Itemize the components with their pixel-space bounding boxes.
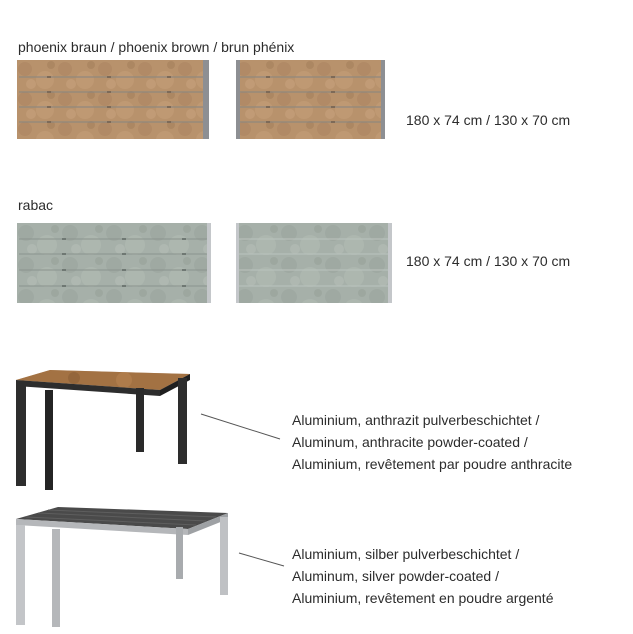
frame-description-anthracite [292, 409, 572, 475]
frame-silver-line-en: Aluminum, silver powder-coated / [292, 568, 499, 584]
swatch-phoenix-brown-small [236, 60, 385, 139]
frame-silver-line-fr: Aluminium, revêtement en poudre argenté [292, 590, 554, 606]
finish-name-rabac: rabac [18, 197, 54, 213]
finish-name-phoenix-brown: phoenix braun / phoenix brown / brun phénix [18, 39, 295, 55]
table-silver-frame-image [14, 505, 230, 629]
frame-description-silver [292, 543, 553, 609]
table-anthracite-frame-image [14, 368, 194, 494]
swatch-rabac-large [17, 223, 211, 303]
frame-silver-line-de: Aluminium, silber pulverbeschichtet / [292, 546, 520, 562]
leader-line-silver [238, 552, 286, 568]
swatch-rabac-small [236, 223, 392, 303]
finish-sizes-phoenix-brown: 180 x 74 cm / 130 x 70 cm [406, 112, 571, 128]
frame-anthracite-line-en: Aluminum, anthracite powder-coated / [292, 434, 528, 450]
swatch-phoenix-brown-large [17, 60, 209, 139]
frame-anthracite-line-fr: Aluminium, revêtement par poudre anthracite [292, 456, 573, 472]
finish-sizes-rabac: 180 x 74 cm / 130 x 70 cm [406, 253, 571, 269]
frame-anthracite-line-de: Aluminium, anthrazit pulverbeschichtet / [292, 412, 540, 428]
leader-line-anthracite [200, 413, 282, 441]
